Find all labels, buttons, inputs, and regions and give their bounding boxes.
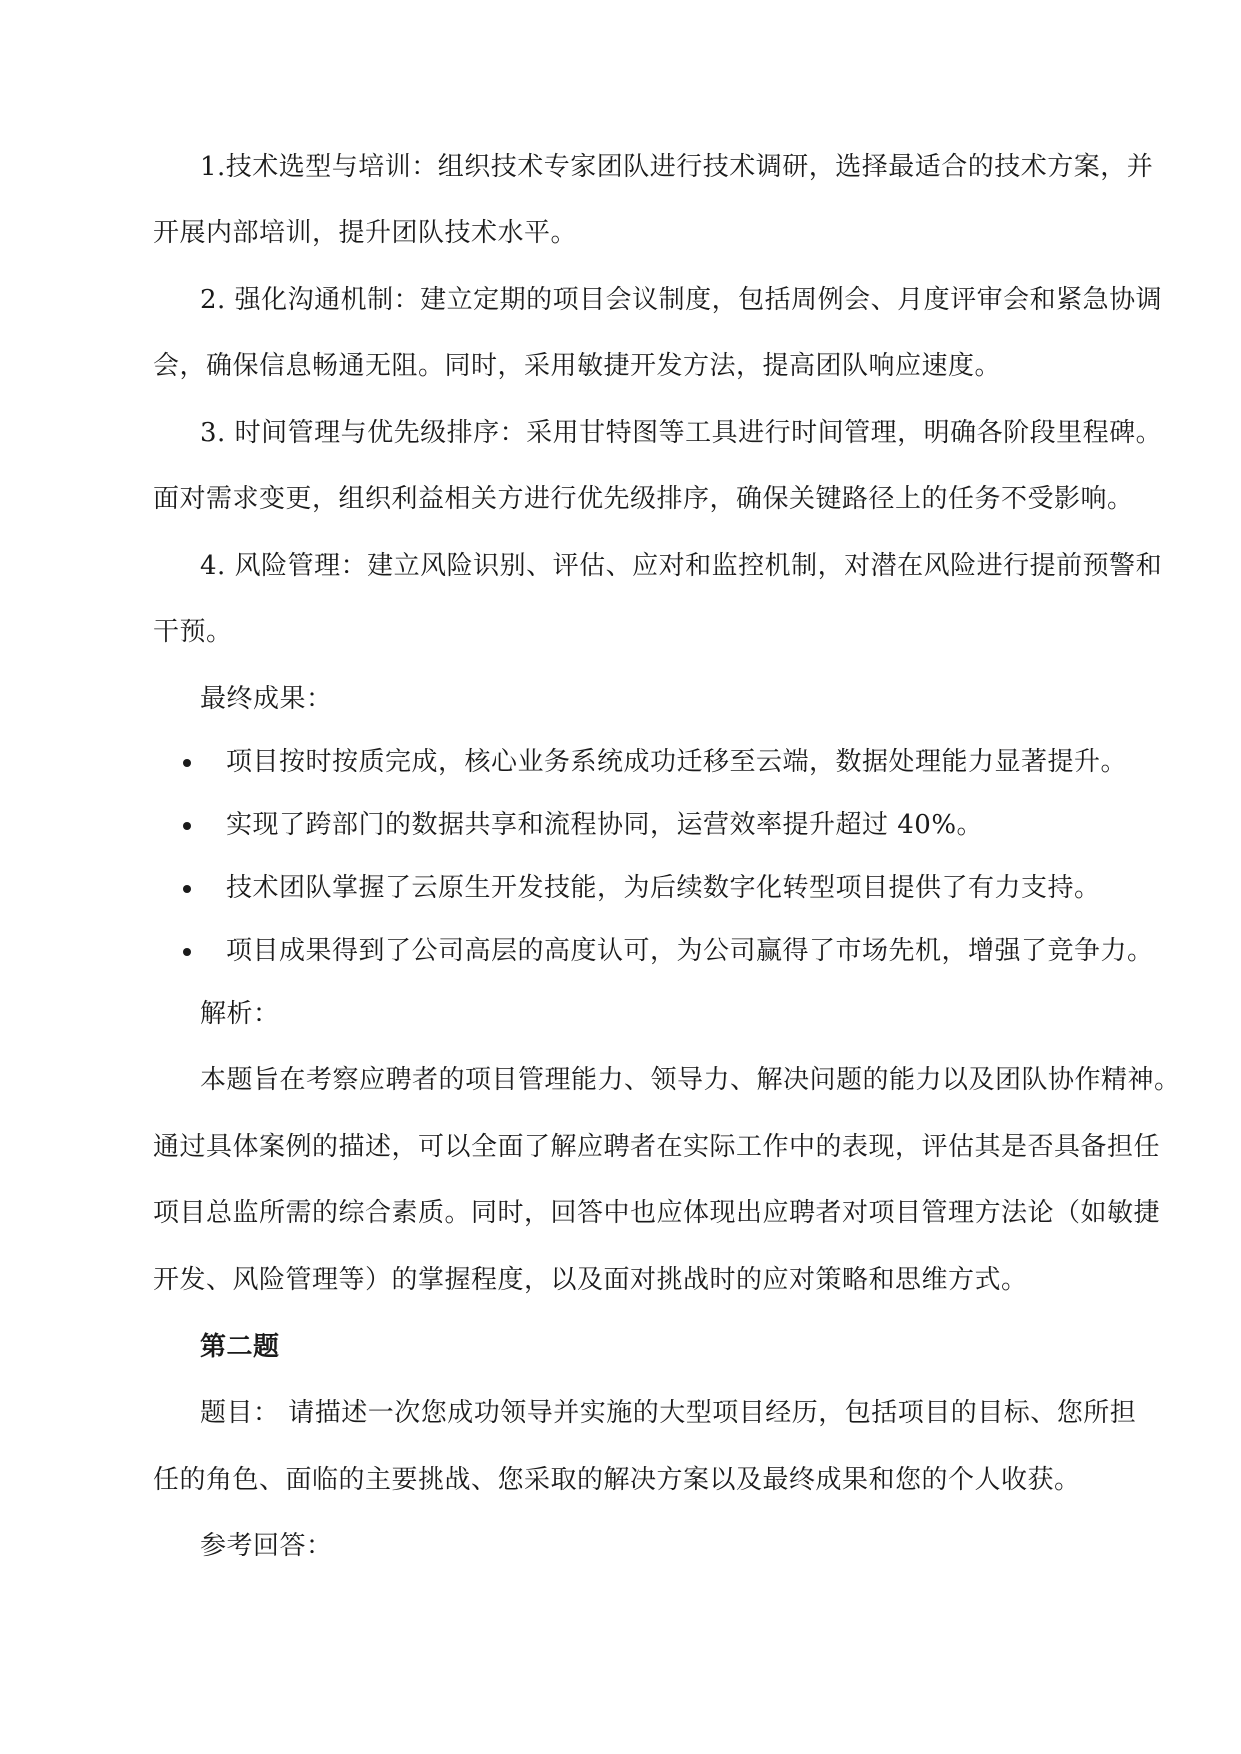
solution-3-line-1: 3. 时间管理与优先级排序：采用甘特图等工具进行时间管理，明确各阶段里程碑。	[200, 418, 1163, 448]
analysis-line: 本题旨在考察应聘者的项目管理能力、领导力、解决问题的能力以及团队协作精神。	[200, 1065, 1181, 1095]
analysis-line: 开发、风险管理等）的掌握程度，以及面对挑战时的应对策略和思维方式。	[153, 1265, 1028, 1295]
bullet-icon	[183, 885, 191, 893]
solution-4-line-2: 干预。	[153, 617, 233, 647]
result-text: 项目按时按质完成，核心业务系统成功迁移至云端，数据处理能力显著提升。	[226, 747, 1128, 777]
bullet-icon	[183, 822, 191, 830]
question-line-1: 题目： 请描述一次您成功领导并实施的大型项目经历，包括项目的目标、您所担	[200, 1398, 1137, 1428]
analysis-line: 项目总监所需的综合素质。同时，回答中也应体现出应聘者对项目管理方法论（如敏捷	[153, 1198, 1161, 1228]
solution-3-line-2: 面对需求变更，组织利益相关方进行优先级排序，确保关键路径上的任务不受影响。	[153, 484, 1134, 514]
solution-2-line-2: 会，确保信息畅通无阻。同时，采用敏捷开发方法，提高团队响应速度。	[153, 351, 1002, 381]
result-text: 技术团队掌握了云原生开发技能，为后续数字化转型项目提供了有力支持。	[226, 873, 1101, 903]
question-line-2: 任的角色、面临的主要挑战、您采取的解决方案以及最终成果和您的个人收获。	[153, 1465, 1081, 1495]
result-item	[0, 871, 1241, 905]
result-text: 项目成果得到了公司高层的高度认可，为公司赢得了市场先机，增强了竞争力。	[226, 936, 1154, 966]
solution-1-line-2: 开展内部培训，提升团队技术水平。	[153, 218, 578, 248]
bullet-icon	[183, 948, 191, 956]
solution-4-line-1: 4. 风险管理：建立风险识别、评估、应对和监控机制，对潜在风险进行提前预警和	[200, 551, 1163, 581]
solution-2-line-1: 2. 强化沟通机制：建立定期的项目会议制度，包括周例会、月度评审会和紧急协调	[200, 285, 1163, 315]
bullet-icon	[183, 759, 191, 767]
analysis-heading: 解析：	[200, 999, 280, 1029]
section-2-title: 第二题	[200, 1332, 280, 1362]
result-item	[0, 934, 1241, 968]
results-heading: 最终成果：	[200, 684, 333, 714]
result-text: 实现了跨部门的数据共享和流程协同，运营效率提升超过 40%。	[226, 810, 984, 840]
solution-1-line-1: 1.技术选型与培训：组织技术专家团队进行技术调研，选择最适合的技术方案，并	[200, 152, 1154, 182]
reference-heading: 参考回答：	[200, 1531, 333, 1561]
result-item	[0, 808, 1241, 842]
result-item	[0, 745, 1241, 779]
analysis-line: 通过具体案例的描述，可以全面了解应聘者在实际工作中的表现，评估其是否具备担任	[153, 1132, 1161, 1162]
